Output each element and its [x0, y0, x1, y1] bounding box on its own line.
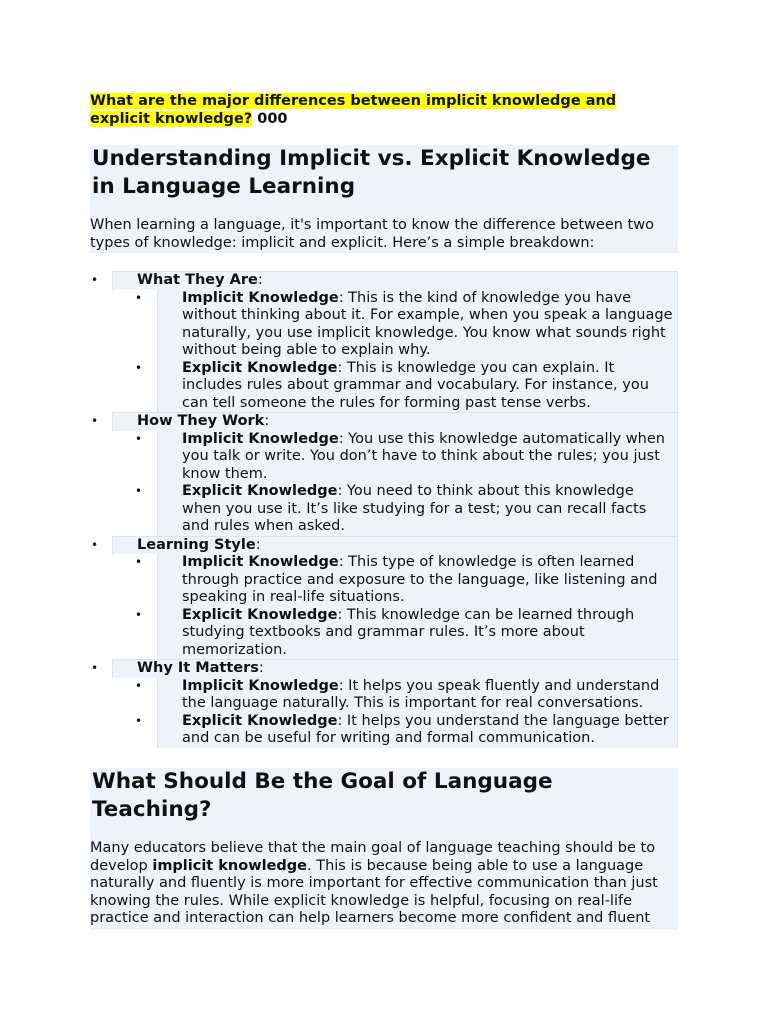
- topic-item: [91, 536, 678, 555]
- subtopic-item: [135, 606, 678, 660]
- question-highlight: What are the major differences between implicit knowledge and explicit knowledge?: [90, 93, 617, 127]
- subtopic-item: [135, 359, 678, 413]
- bullet-icon: •: [135, 431, 143, 446]
- subtopic-text: : You use this knowledge automatically when you talk or write. You don’t have to think about the rules; you just know them.: [182, 430, 665, 482]
- subtopic-text: : It helps you speak fluently and understand the language naturally. This is important for real conversations.: [182, 677, 660, 711]
- topic-label: What They Are: [137, 272, 258, 288]
- question-suffix: 000: [252, 111, 288, 127]
- subtopic-term: Implicit Knowledge: [182, 554, 339, 570]
- subtopic-item: [135, 554, 678, 607]
- section1-block: [90, 145, 678, 253]
- subtopic-term: Explicit Knowledge: [182, 606, 338, 623]
- subtopic-item: [135, 289, 678, 360]
- topic-item: [91, 412, 678, 431]
- topic-label: How They Work: [137, 413, 265, 429]
- section2-block: [90, 768, 678, 930]
- bullet-icon: •: [135, 713, 143, 728]
- section1-title: Understanding Implicit vs. Explicit Knowledge in Language Learning: [92, 146, 651, 199]
- topic-colon: :: [264, 413, 270, 429]
- bullet-icon: •: [91, 661, 99, 675]
- topic-colon: :: [255, 536, 261, 553]
- section2-para-bold: implicit knowledge: [152, 857, 308, 874]
- bullet-icon: •: [135, 360, 143, 375]
- question-heading: [90, 92, 650, 128]
- topic-colon: :: [258, 660, 264, 676]
- subtopic-text: : You need to think about this knowledge when you use it. It’s like studying for a test; you can recall facts and rules when asked.: [182, 483, 647, 534]
- topic-colon: :: [257, 272, 263, 288]
- subtopic-item: [135, 712, 678, 748]
- subtopic-item: [135, 483, 678, 536]
- bullet-icon: •: [135, 484, 143, 498]
- section1-intro: When learning a language, it's important to know the difference between two types of knowledge: implicit and explicit. Here’s a simple breakdown:: [90, 217, 654, 251]
- subtopic-text: : This is knowledge you can explain. It includes rules about grammar and vocabulary. For instance, you can tell someone the rules for forming past tense verbs.: [182, 359, 649, 411]
- bullet-icon: •: [135, 678, 143, 693]
- subtopic-text: : This is the kind of knowledge you have without thinking about it. For example, when you speak a language naturally, you use implicit knowledge. You know what sounds right without being able to explain why.: [182, 289, 673, 358]
- subtopic-item: [135, 677, 678, 713]
- topics-list: [90, 271, 678, 748]
- section2-para-post: . This is because being able to use a language naturally and fluently is more important for effective communication than just knowing the rules. While explicit knowledge is helpful, focusing on real-life practice and interaction can help learners become more confident and fluent: [90, 857, 658, 926]
- subtopic-term: Explicit Knowledge: [182, 712, 338, 729]
- topic-label: Why It Matters: [137, 660, 259, 676]
- section2-title: What Should Be the Goal of Language Teaching?: [92, 769, 553, 822]
- bullet-icon: •: [91, 414, 99, 428]
- topic-item: [91, 271, 678, 290]
- bullet-icon: •: [135, 555, 143, 569]
- subtopic-item: [135, 430, 678, 484]
- bullet-icon: •: [135, 290, 143, 305]
- section2-para-pre: Many educators believe that the main goal of language teaching should be to develop: [90, 840, 656, 874]
- subtopic-term: Implicit Knowledge: [182, 430, 339, 447]
- subtopic-term: Explicit Knowledge: [182, 359, 338, 376]
- bullet-icon: •: [91, 273, 99, 287]
- subtopic-text: : This type of knowledge is often learned through practice and exposure to the language, like listening and speaking in real-life situations.: [182, 554, 658, 605]
- bullet-icon: •: [91, 537, 99, 552]
- subtopic-text: : This knowledge can be learned through studying textbooks and grammar rules. It’s more about memorization.: [182, 606, 635, 658]
- section2-paragraph: [90, 840, 678, 928]
- topic-item: [91, 659, 678, 678]
- subtopic-term: Implicit Knowledge: [182, 289, 339, 306]
- subtopic-term: Explicit Knowledge: [182, 483, 338, 499]
- subtopic-text: : It helps you understand the language better and can be useful for writing and formal communication.: [182, 712, 669, 746]
- topic-label: Learning Style: [137, 536, 256, 553]
- subtopic-term: Implicit Knowledge: [182, 677, 339, 694]
- bullet-icon: •: [135, 607, 143, 622]
